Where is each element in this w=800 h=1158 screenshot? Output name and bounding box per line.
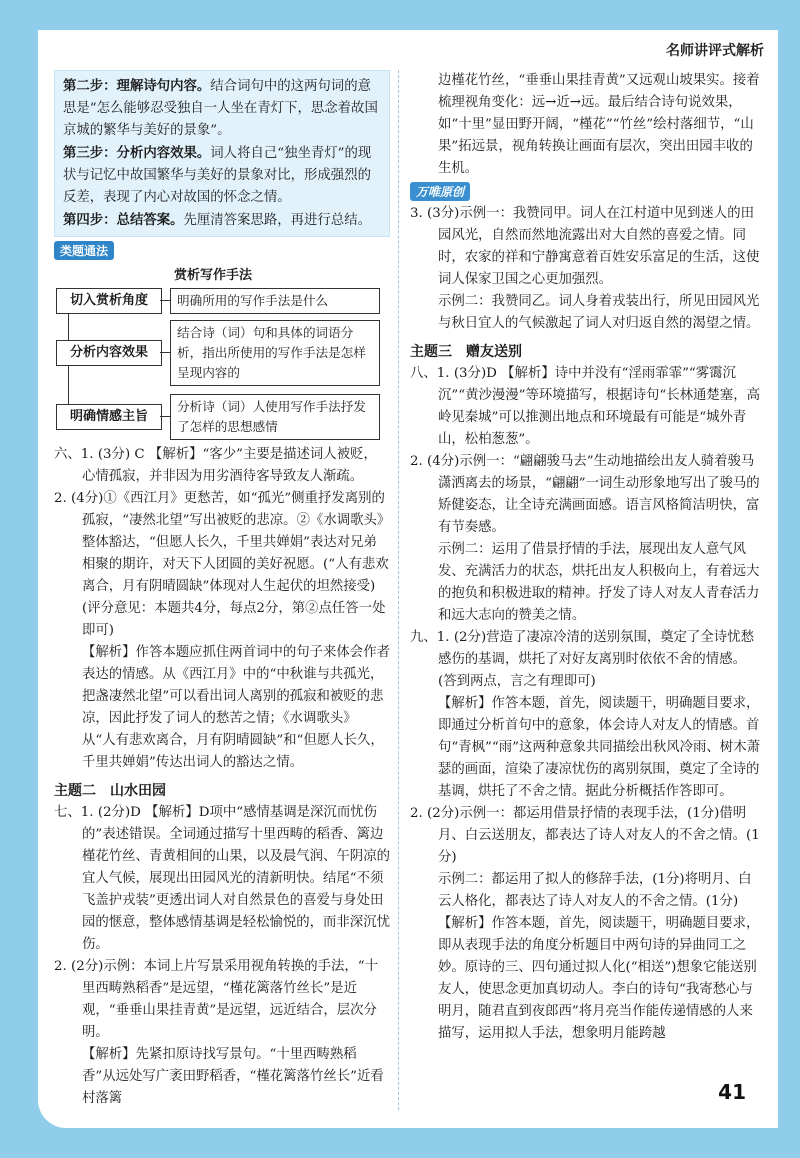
q9-2-example2: 示例二：都运用了拟人的修辞手法，(1分)将明月、白云人格化，都表达了诗人对友人的不舍之情。(1分) bbox=[438, 872, 752, 909]
step4-text: 先厘清答案思路，再进行总结。 bbox=[183, 213, 371, 228]
page-header: 名师讲评式解析 bbox=[666, 43, 764, 59]
arrow-1 bbox=[160, 300, 170, 301]
q7-3-example2: 示例二：我赞同乙。词人身着戎装出行，所见田园风光与秋日宜人的气候激起了词人对归返自然的渴望之情。 bbox=[438, 294, 760, 331]
q8-2-example1: 2. (4分)示例一：“翩翩骏马去”生动地描绘出友人骑着骏马潇洒离去的场景，“翩翩”一词生动形象地写出了骏马的矫健姿态，让全诗充满画面感。语言风格简洁明快，富有节奏感。 bbox=[410, 454, 760, 535]
tag-lei-ti-tong-fa: 类题通法 bbox=[54, 241, 114, 260]
text-entry-angle: 明确所用的写作手法是什么 bbox=[170, 288, 380, 314]
theme3-heading: 主题三 赠友送别 bbox=[410, 344, 522, 360]
theme2-heading: 主题二 山水田园 bbox=[54, 783, 166, 799]
q7-2-answer: 2. (2分)示例：本词上片写景采用视角转换的手法，“十里西畴熟稻香”是远望，“槿花篱落竹丝长”是近观，“垂垂山果挂青黄”是远望，远近结合，层次分明。 bbox=[54, 959, 379, 1040]
step2-title: 第二步：理解诗句内容。 bbox=[63, 78, 211, 94]
text-analyze-effect: 结合诗（词）句和具体的词语分析，指出所使用的写作手法是怎样呈现内容的 bbox=[170, 320, 380, 386]
arrow-2 bbox=[160, 352, 170, 353]
tag-wanwei-original: 万唯原创 bbox=[410, 182, 470, 201]
method-box bbox=[54, 70, 390, 237]
page-sheet bbox=[38, 30, 786, 1128]
q9-2-example1: 2. (2分)示例一：都运用借景抒情的表现手法，(1分)借明月、白云送朋友，都表达了诗人对友人的不舍之情。(1分) bbox=[410, 806, 760, 865]
page-number: 41 bbox=[718, 1080, 746, 1104]
step4-title: 第四步：总结答案。 bbox=[63, 212, 184, 228]
q6-2-answer: 2. (4分)①《西江月》更愁苦，如“孤光”侧重抒发离别的孤寂，“凄然北望”写出被贬的悲凉。②《水调歌头》整体豁达，“但愿人长久，千里共婵娟”表达对兄弟相聚的期许，对天下人团圆的美好祝愿。(“人有悲欢离合，月有阴晴圆缺”体现对人生起伏的坦然接受)(评分意见：本题共4分，每点2分，第②点任答一处即可) bbox=[54, 491, 389, 638]
q8-1: 八、1. (3分)D 【解析】诗中并没有“淫雨霏霏”“雾霭沉沉”“黄沙漫漫”等环境描写，根据诗句“长林通楚塞，高岭见秦城”可以推测出地点和环境最有可能是“城外青山，松柏葱葱”。 bbox=[410, 366, 760, 447]
step2-text: 结合词句中的这两句词的意思是“怎么能够忍受独自一人坐在青灯下，思念着故国京城的繁华与美好的景象”。 bbox=[63, 79, 378, 138]
q7-2-analysis: 【解析】先紧扣原诗找写景句。“十里西畴熟稻香”从远处写广袤田野稻香，“槿花篱落竹丝长”近看村落篱 bbox=[82, 1047, 384, 1106]
q6-1: 六、1. (3分) C 【解析】“客少”主要是描述词人被贬，心情孤寂，并非因为用劣酒待客导致友人渐疏。 bbox=[54, 447, 377, 484]
step3-text: 词人将自己“独坐青灯”的现状与记忆中故国繁华与美好的景象对比，形成强烈的反差，表现了内心对故国的怀念之情。 bbox=[63, 146, 372, 205]
q7-1: 七、1. (2分)D 【解析】D项中“感情基调是深沉而忧伤的”表述错误。全词通过描写十里西畴的稻香、篱边槿花竹丝、青黄相间的山果，以及晨气润、午阴凉的宜人气候，展现出田园风光的清新明快。结尾“不须飞盖护戎装”更透出词人对自然景色的喜爱与身处田园的惬意，整体感情基调是轻松愉悦的，而非深沉忧伤。 bbox=[54, 805, 390, 952]
step3-title: 第三步：分析内容效果。 bbox=[63, 145, 211, 161]
box-analyze-effect: 分析内容效果 bbox=[56, 340, 162, 366]
q7-3-example1: 3. (3分)示例一：我赞同甲。词人在江村道中见到迷人的田园风光，自然而然地流露出对大自然的喜爱之情。同时，农家的祥和宁静寓意着百姓安乐富足的生活，这使词人保家卫国之心更加强烈。 bbox=[410, 206, 760, 287]
right-column bbox=[410, 70, 764, 1045]
q9-2-analysis: 【解析】作答本题，首先，阅读题干，明确题目要求，即从表现手法的角度分析题目中两句诗的异曲同工之妙。原诗的三、四句通过拟人化(“相送”)想象它能送别友人，使思念更加真切动人。李白的诗句“我寄愁心与明月，随君直到夜郎西”将月亮当作能传递情感的人来描写，运用拟人手法，想象明月能跨越 bbox=[438, 916, 760, 1041]
q9-1-analysis: 【解析】作答本题，首先，阅读题干，明确题目要求，即通过分析首句中的意象，体会诗人对友人的情感。首句“青枫”“雨”这两种意象共同描绘出秋风冷雨、树木萧瑟的画面，渲染了凄凉忧伤的离别氛围，奠定了全诗的基调，烘托了不舍之情。据此分析概括作答即可。 bbox=[438, 696, 760, 799]
q9-1-answer: 九、1. (2分)营造了凄凉冷清的送别氛围，奠定了全诗忧愁感伤的基调，烘托了对好友离别时依依不舍的情感。(答到两点，言之有理即可) bbox=[410, 630, 754, 689]
side-strip bbox=[778, 30, 786, 1128]
text-emotion-theme: 分析诗（词）人使用写作手法抒发了怎样的思想感情 bbox=[170, 394, 380, 440]
arrow-3 bbox=[160, 416, 170, 417]
method-diagram bbox=[54, 264, 390, 444]
left-column bbox=[54, 70, 390, 1110]
box-emotion-theme: 明确情感主旨 bbox=[56, 404, 162, 430]
q7-2-analysis-cont: 边槿花竹丝，“垂垂山果挂青黄”又远观山坡果实。接着梳理视角变化：远→近→远。最后结合诗句说效果，如“十里”显田野开阔，“槿花”“竹丝”绘村落细节，“山果”拓远景，视角转换让画面有层次，突出田园丰收的生机。 bbox=[438, 73, 760, 176]
q8-2-example2: 示例二：运用了借景抒情的手法，展现出友人意气风发、充满活力的状态，烘托出友人积极向上，有着远大的抱负和积极进取的精神。抒发了诗人对友人青春活力和远大志向的赞美之情。 bbox=[438, 542, 760, 623]
q6-2-analysis: 【解析】作答本题应抓住两首词中的句子来体会作者表达的情感。从《西江月》中的“中秋谁与共孤光，把盏凄然北望”可以看出词人离别的孤寂和被贬的悲凉，因此抒发了词人的愁苦之情；《水调歌头》从“人有悲欢离合，月有阴晴圆缺”和“但愿人长久，千里共婵娟”传达出词人的豁达之情。 bbox=[82, 645, 390, 770]
diagram-title: 赏析写作手法 bbox=[174, 268, 253, 283]
column-divider bbox=[398, 70, 399, 1110]
box-entry-angle: 切入赏析角度 bbox=[56, 288, 162, 314]
